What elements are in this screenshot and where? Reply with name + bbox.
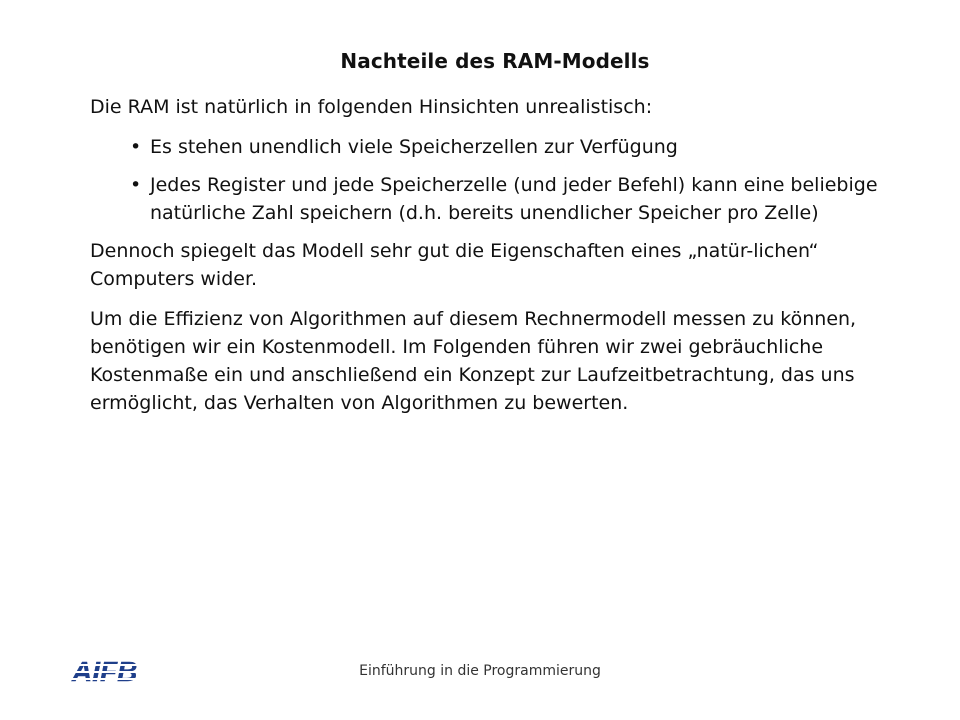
- bullet-item-1: [90, 133, 912, 161]
- bullet-icon: •: [130, 136, 142, 158]
- bullet-icon: •: [130, 174, 142, 196]
- paragraph-2: Um die Effizienz von Algorithmen auf diesem Rechnermodell messen zu können, benötigen wir ein Kostenmodell. Im Folgenden führen wir zwei gebräuchliche Kostenmaße ein und anschließend ein Konzept zur Laufzeitbetrachtung, das uns ermöglicht, das Verhalten von Algorithmen zu bewerten.: [90, 308, 857, 414]
- bullet-list: [90, 133, 912, 227]
- bullet-text-2: Jedes Register und jede Speicherzelle (und jeder Befehl) kann eine beliebige natürliche Zahl speichern (d.h. bereits unendlicher Speicher pro Zelle): [150, 174, 878, 224]
- bullet-item-2: [90, 171, 912, 227]
- paragraph-1: Dennoch spiegelt das Modell sehr gut die Eigenschaften eines „natür-lichen“ Computers wider.: [90, 240, 819, 290]
- slide-content: [90, 93, 912, 429]
- footer-text: Einführung in die Programmierung: [359, 663, 601, 679]
- bullet-text-1: Es stehen unendlich viele Speicherzellen zur Verfügung: [150, 136, 678, 158]
- logo-text: AIFB: [72, 658, 138, 686]
- intro-paragraph: Die RAM ist natürlich in folgenden Hinsichten unrealistisch:: [90, 96, 653, 118]
- slide-title: Nachteile des RAM-Modells: [340, 49, 650, 73]
